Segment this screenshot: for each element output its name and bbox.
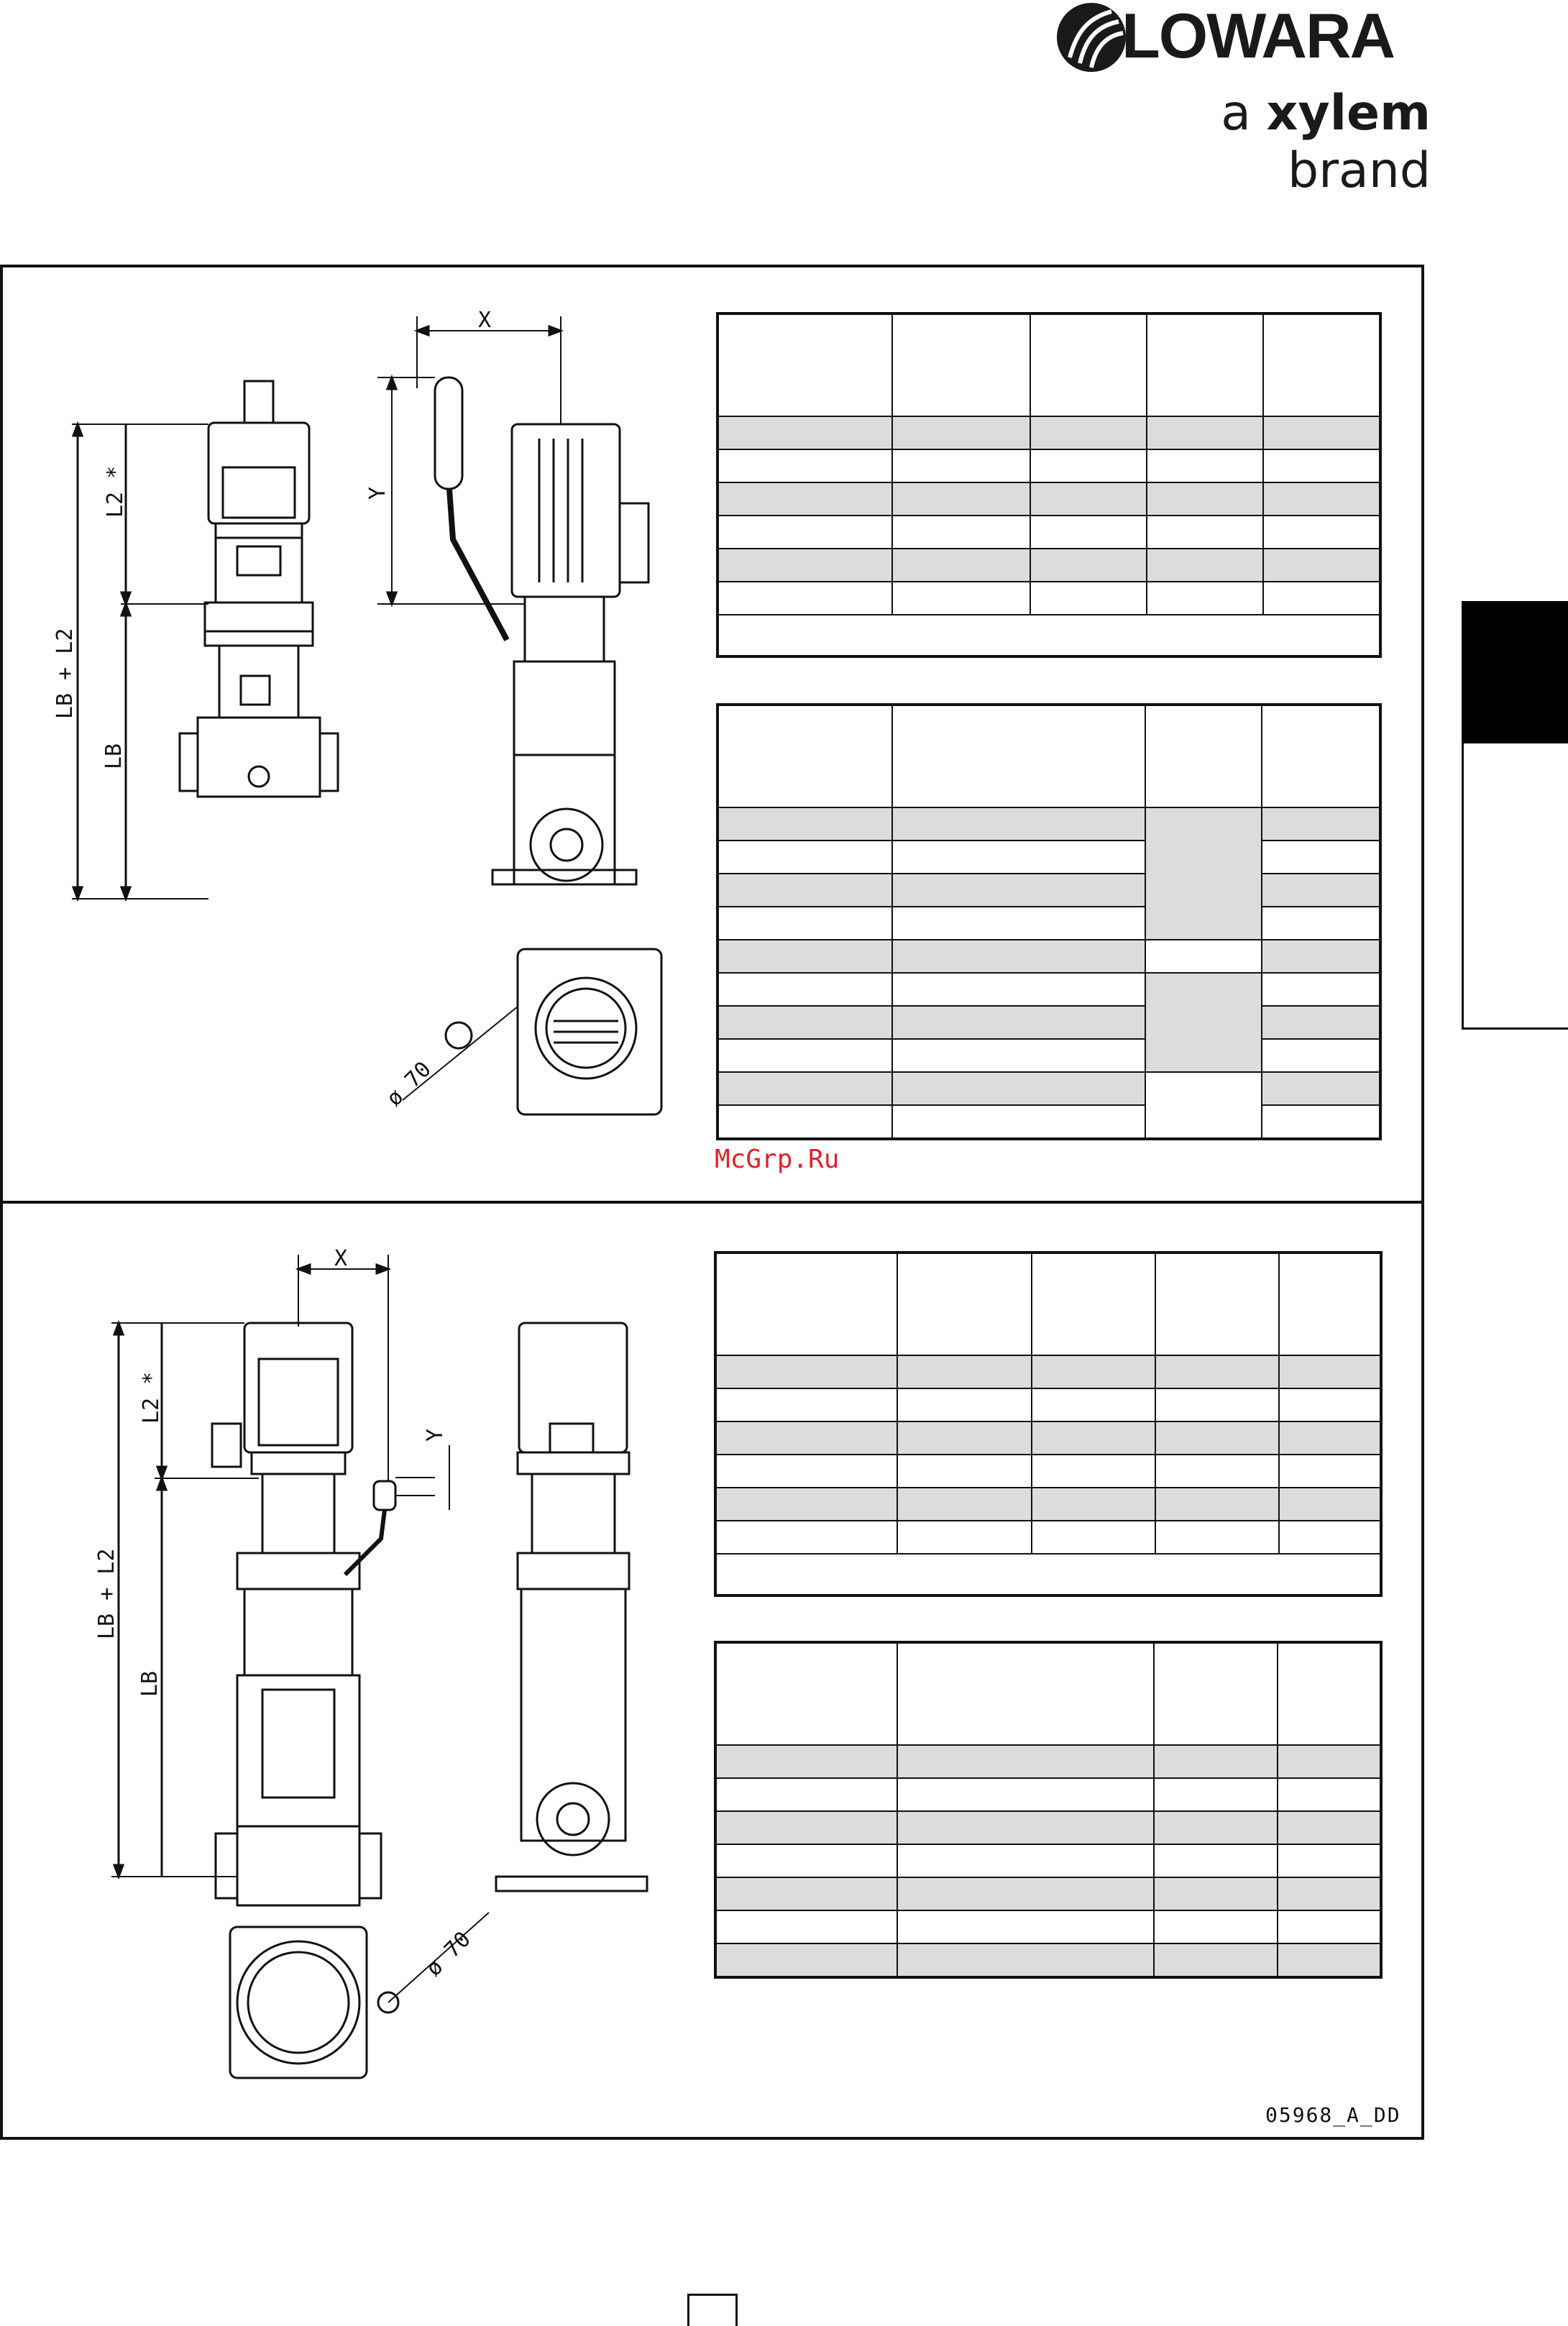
pump-drawing-top	[43, 302, 690, 1150]
dim-dia-bottom: ø 70	[421, 1926, 476, 1982]
brand-suffix: brand	[1287, 142, 1431, 199]
dim-y-top: Y	[365, 486, 390, 500]
logo-wordmark: LOWARA	[1122, 0, 1395, 71]
lowara-logo-icon	[1055, 1, 1127, 73]
brand-name: xylem	[1266, 85, 1431, 142]
dim-lb-top: LB	[101, 743, 127, 769]
header	[0, 0, 1568, 199]
dim-l2-top: L2 *	[103, 465, 128, 518]
dim-l2-bottom: L2 *	[139, 1371, 164, 1424]
dim-x-top: X	[478, 308, 492, 333]
spec-table-top-1	[716, 312, 1382, 658]
section-divider	[0, 1201, 1424, 1204]
brand-tagline	[1122, 85, 1431, 199]
side-index-tab-marker	[1462, 601, 1568, 743]
spec-table-top-2	[716, 703, 1382, 1140]
drawing-code: 05968_A_DD	[1265, 2103, 1401, 2127]
dim-dia-top: ø 70	[381, 1056, 436, 1112]
brand-prefix: a	[1221, 85, 1267, 142]
dim-lbl2-top: LB + L2	[52, 628, 78, 719]
pump-drawing-bottom	[43, 1237, 690, 2100]
page-number-box	[687, 2294, 738, 2326]
spec-table-bottom-2	[714, 1641, 1383, 1979]
dim-y-bottom: Y	[423, 1428, 448, 1442]
dim-lb-bottom: LB	[137, 1670, 162, 1697]
dim-x-bottom: X	[334, 1246, 348, 1271]
spec-table-bottom-1	[714, 1251, 1383, 1597]
watermark-text: McGrp.Ru	[715, 1145, 840, 1174]
dim-lbl2-bottom: LB + L2	[94, 1548, 119, 1639]
